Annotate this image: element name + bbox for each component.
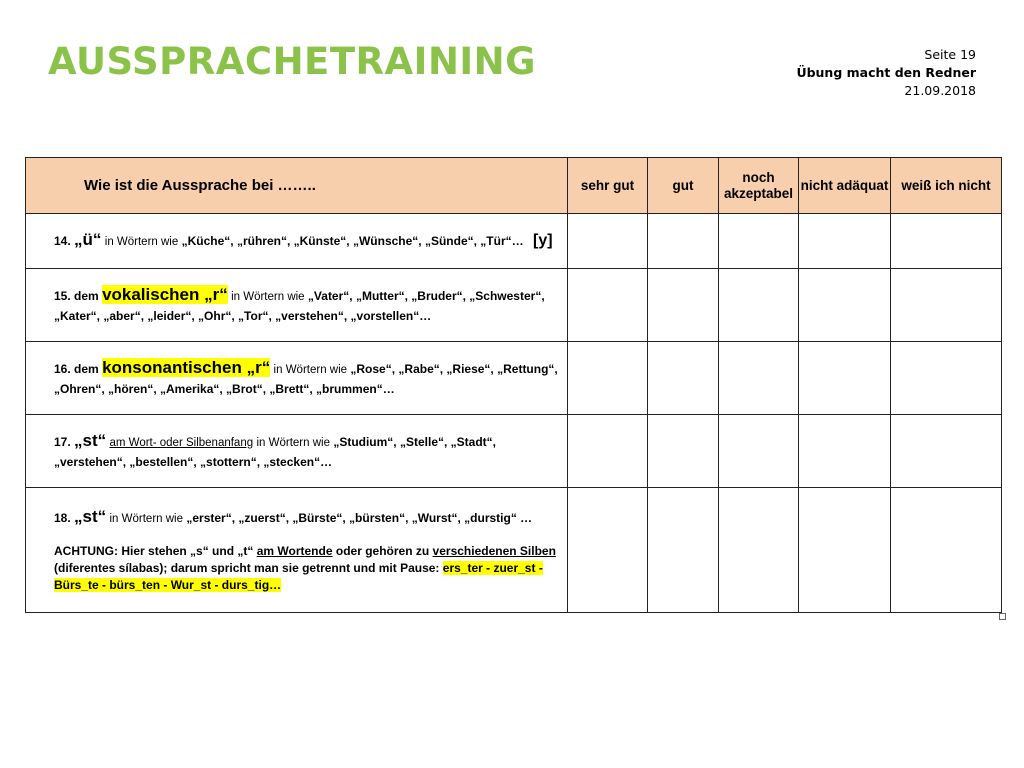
- rating-cell[interactable]: [719, 214, 799, 269]
- rating-cell[interactable]: [648, 415, 719, 488]
- table-row: [26, 342, 1002, 415]
- item-cell: 15. dem vokalischen „r“ in Wörtern wie „Vater“, „Mutter“, „Bruder“, „Schwester“, „Kater“, „aber“, „leider“, „Ohr“, „Tor“, „verstehen“, „vorstellen“…: [26, 269, 568, 342]
- table-row: [26, 415, 1002, 488]
- rating-cell[interactable]: [799, 488, 891, 613]
- rating-header-inadequate: nicht adäquat: [799, 158, 891, 214]
- item-key: „st“: [74, 506, 107, 526]
- table-row: [26, 488, 1002, 613]
- rating-cell[interactable]: [648, 214, 719, 269]
- pronunciation-table: [25, 157, 1002, 613]
- page-subtitle: Übung macht den Redner: [796, 65, 976, 80]
- rating-header-acceptable: noch akzeptabel: [719, 158, 799, 214]
- item-cell: 18. „st“ in Wörtern wie „erster“, „zuerst“, „Bürste“, „bürsten“, „Wurst“, „durstig“ … ACHTUNG: Hier stehen „s“ und „t“ am Wortende oder gehören zu verschiedenen Silben (diferentes sílabas); darum spricht man sie getrennt und mit Pause: ers_ter - zuer_st - Bürs_te - bürs_ten - Wur_st - durs_tig…: [26, 488, 568, 613]
- page-date: 21.09.2018: [904, 83, 976, 98]
- phonetic-symbol: [y]: [532, 232, 553, 249]
- item-cell: 17. „st“ am Wort- oder Silbenanfang in Wörtern wie „Studium“, „Stelle“, „Stadt“, „verstehen“, „bestellen“, „stottern“, „stecken“…: [26, 415, 568, 488]
- rating-cell[interactable]: [891, 269, 1002, 342]
- item-key: „st“: [74, 430, 107, 450]
- rating-cell[interactable]: [648, 342, 719, 415]
- rating-cell[interactable]: [799, 342, 891, 415]
- rating-cell[interactable]: [719, 269, 799, 342]
- item-cell: 16. dem konsonantischen „r“ in Wörtern wie „Rose“, „Rabe“, „Riese“, „Rettung“, „Ohren“, „hören“, „Amerika“, „Brot“, „Brett“, „brummen“…: [26, 342, 568, 415]
- attention-note: ACHTUNG: Hier stehen „s“ und „t“ am Wortende oder gehören zu verschiedenen Silben (diferentes sílabas); darum spricht man sie getrennt und mit Pause: ers_ter - zuer_st - Bürs_te - bürs_ten - Wur_st - durs_tig…: [54, 543, 556, 592]
- rating-cell[interactable]: [568, 342, 648, 415]
- question-header: Wie ist die Aussprache bei ……..: [26, 158, 568, 214]
- rating-cell[interactable]: [719, 342, 799, 415]
- rating-cell[interactable]: [568, 269, 648, 342]
- rating-header-dont-know: weiß ich nicht: [891, 158, 1002, 214]
- page-number: Seite 19: [924, 47, 976, 62]
- rating-header-good: gut: [648, 158, 719, 214]
- rating-cell[interactable]: [648, 488, 719, 613]
- page-title: AUSSPRACHETRAINING: [48, 40, 537, 83]
- rating-cell[interactable]: [799, 269, 891, 342]
- rating-cell[interactable]: [568, 488, 648, 613]
- rating-cell[interactable]: [891, 342, 1002, 415]
- attention-label: ACHTUNG:: [54, 543, 118, 558]
- resize-handle[interactable]: [999, 613, 1006, 620]
- item-key: vokalischen „r“: [102, 284, 228, 304]
- rating-cell[interactable]: [891, 214, 1002, 269]
- item-cell: 14. „ü“ in Wörtern wie „Küche“, „rühren“, „Künste“, „Wünsche“, „Sünde“, „Tür“… [y]: [26, 214, 568, 269]
- rating-cell[interactable]: [719, 415, 799, 488]
- rating-cell[interactable]: [648, 269, 719, 342]
- item-key: „ü“: [74, 230, 102, 249]
- rating-cell[interactable]: [568, 415, 648, 488]
- rating-cell[interactable]: [719, 488, 799, 613]
- rating-header-very-good: sehr gut: [568, 158, 648, 214]
- rating-cell[interactable]: [568, 214, 648, 269]
- page-meta: [796, 46, 976, 100]
- rating-cell[interactable]: [891, 415, 1002, 488]
- rating-cell[interactable]: [799, 415, 891, 488]
- rating-cell[interactable]: [891, 488, 1002, 613]
- item-key: konsonantischen „r“: [102, 357, 271, 377]
- table-row: [26, 214, 1002, 269]
- table-row: [26, 269, 1002, 342]
- rating-cell[interactable]: [799, 214, 891, 269]
